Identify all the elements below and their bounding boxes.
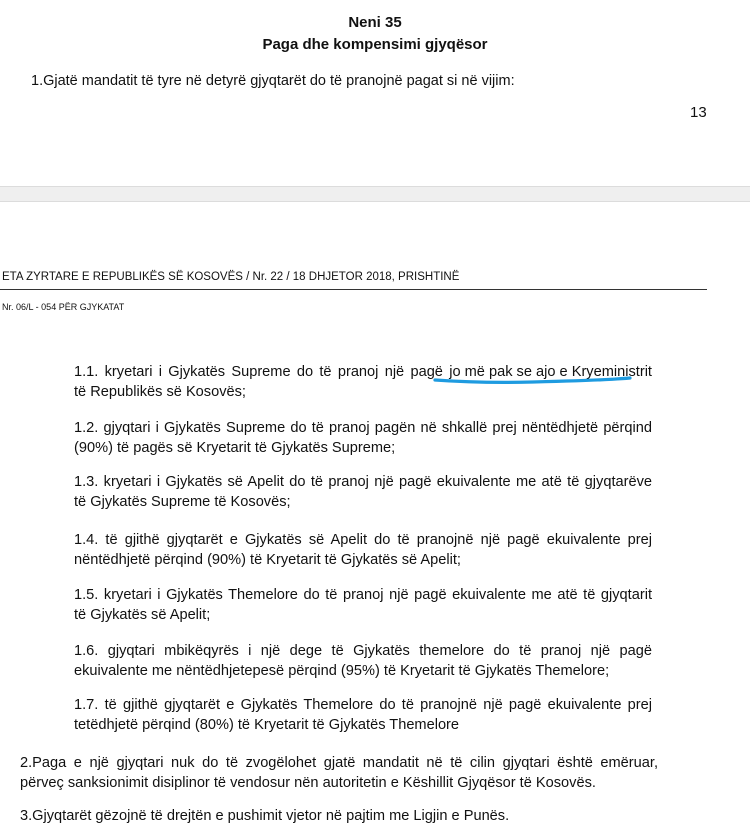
paragraph-1: 1.Gjatë mandatit të tyre në detyrë gjyqtarët do të pranojnë pagat si në vijim:	[31, 73, 515, 89]
list-item-1-3	[74, 472, 652, 512]
underline-mark-icon	[433, 371, 632, 385]
item-line: (90%) të pagës së Kryetarit të Gjykatës Supreme;	[74, 440, 396, 456]
item-line: tetëdhjetë përqind (80%) të Kryetarit të Gjykatës Themelore	[74, 717, 460, 733]
item-line: 1.5. kryetari i Gjykatës Themelore do të pranoj një pagë ekuivalente me atë të gjyqtarit	[74, 587, 652, 603]
paragraph-line: 3.Gjyqtarët gëzojnë të drejtën e pushimit vjetor në pajtim me Ligjin e Punës.	[20, 808, 510, 824]
item-line: 1.2. gjyqtari i Gjykatës Supreme do të pranoj pagën në shkallë prej nëntëdhjetë përqind	[74, 420, 652, 436]
highlighted-phrase: jo më pak se ajo e Kryeministrit	[449, 364, 652, 380]
item-line: 1.4. të gjithë gjyqtarët e Gjykatës së Apelit do të pranojnë një pagë ekuivalente prej	[74, 532, 652, 548]
law-reference: Nr. 06/L - 054 PËR GJYKATAT	[2, 302, 125, 312]
page-number: 13	[690, 104, 707, 121]
page-separator	[0, 186, 750, 202]
paragraph-3	[20, 806, 658, 826]
item-line: të Gjykatës Supreme të Kosovës;	[74, 494, 291, 510]
paragraph-2	[20, 753, 658, 793]
article-title: Paga dhe kompensimi gjyqësor	[262, 36, 488, 53]
list-item-1-7	[74, 695, 652, 735]
paragraph-line: përveç sanksionimit disiplinor të vendosur nën autoritetin e Këshillit Gjyqësor të Kosovës.	[20, 775, 596, 791]
item-line: 1.7. të gjithë gjyqtarët e Gjykatës Themelore do të pranojnë një pagë ekuivalente prej	[74, 697, 652, 713]
item-line: të Republikës së Kosovës;	[74, 384, 246, 400]
list-item-1-5	[74, 585, 652, 625]
item-text: 1.1. kryetari i Gjykatës Supreme do të pranoj një pagë	[74, 364, 450, 380]
item-line: ekuivalente me nëntëdhjetepesë përqind (95%) të Kryetarit të Gjykatës Themelore;	[74, 663, 610, 679]
item-line: nëntëdhjetë përqind (90%) të Kryetarit të Gjykatës së Apelit;	[74, 552, 461, 568]
item-line: 1.6. gjyqtari mbikëqyrës i një dege të Gjykatës themelore do të pranoj një pagë	[74, 643, 652, 659]
list-item-1-6	[74, 641, 652, 681]
article-number: Neni 35	[348, 14, 402, 31]
item-line: 1.3. kryetari i Gjykatës së Apelit do të pranoj një pagë ekuivalente me atë të gjyqtarëve	[74, 474, 652, 490]
gazette-header: ETA ZYRTARE E REPUBLIKËS SË KOSOVËS / Nr. 22 / 18 DHJETOR 2018, PRISHTINË	[2, 271, 460, 283]
item-line: të Gjykatës së Apelit;	[74, 607, 211, 623]
list-item-1-2	[74, 418, 652, 458]
paragraph-line: 2.Paga e një gjyqtari nuk do të zvogëlohet gjatë mandatit në të cilin gjyqtari është emëruar,	[20, 755, 658, 771]
list-item-1-4	[74, 530, 652, 570]
header-rule	[0, 289, 707, 290]
